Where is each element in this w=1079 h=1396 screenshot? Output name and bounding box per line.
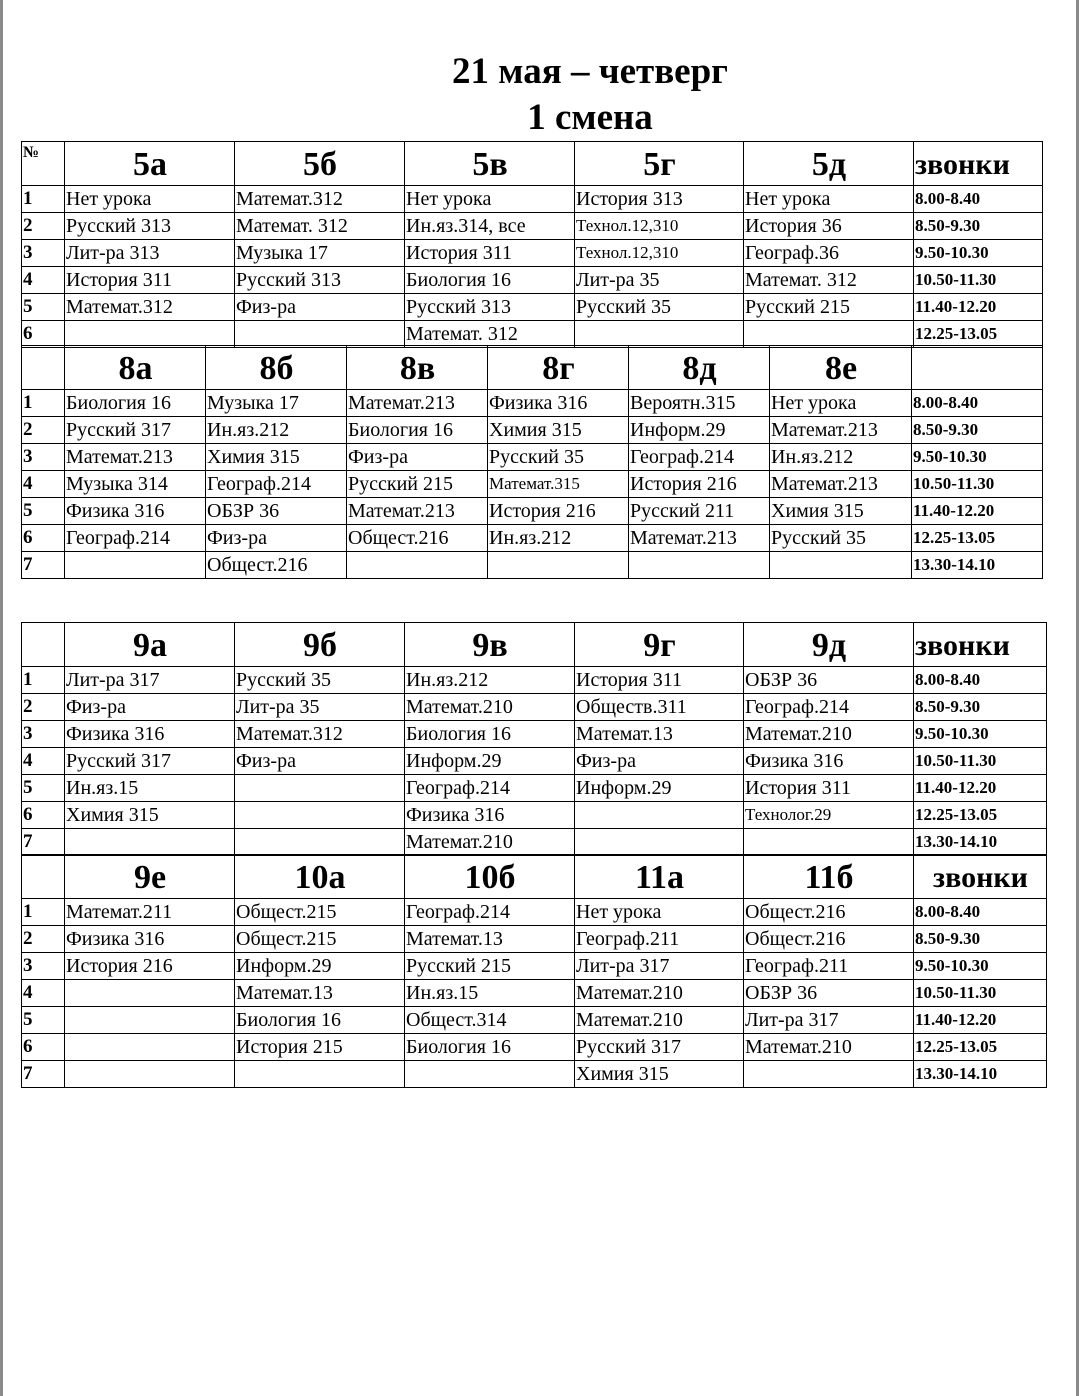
lesson-cell: История 216 bbox=[629, 471, 770, 498]
lesson-cell: Химия 315 bbox=[575, 1061, 744, 1088]
table-row bbox=[22, 667, 1047, 694]
lesson-cell: Математ.213 bbox=[629, 525, 770, 552]
lesson-cell: Общест.216 bbox=[744, 899, 914, 926]
lesson-cell: Математ.210 bbox=[405, 694, 575, 721]
lesson-cell: Лит-ра 313 bbox=[65, 240, 235, 267]
class-header: 5а bbox=[65, 142, 235, 186]
lesson-cell: Ин.яз.15 bbox=[405, 980, 575, 1007]
lesson-cell: Математ.210 bbox=[405, 829, 575, 856]
lesson-cell: Географ.214 bbox=[206, 471, 347, 498]
class-header: 11б bbox=[744, 855, 914, 899]
bell-time: 12.25-13.05 bbox=[914, 802, 1047, 829]
lesson-number: 1 bbox=[22, 390, 65, 417]
lesson-number: 7 bbox=[22, 552, 65, 579]
lesson-cell: История 215 bbox=[235, 1034, 405, 1061]
schedule-table-5 bbox=[21, 141, 1043, 348]
lesson-cell bbox=[629, 552, 770, 579]
lesson-number: 2 bbox=[22, 213, 65, 240]
lesson-cell: История 313 bbox=[575, 186, 744, 213]
lesson-cell: Русский 215 bbox=[405, 953, 575, 980]
class-header: 8д bbox=[629, 346, 770, 390]
lesson-cell: Математ.13 bbox=[575, 721, 744, 748]
lesson-cell: Физ-ра bbox=[347, 444, 488, 471]
lesson-cell bbox=[744, 829, 914, 856]
bell-time: 9.50-10.30 bbox=[914, 721, 1047, 748]
lesson-cell: Физ-ра bbox=[65, 694, 235, 721]
bell-time: 9.50-10.30 bbox=[914, 240, 1043, 267]
lesson-cell: Технолог.29 bbox=[744, 802, 914, 829]
lesson-cell bbox=[235, 775, 405, 802]
lesson-cell: Географ.214 bbox=[744, 694, 914, 721]
lesson-cell: Математ.210 bbox=[744, 1034, 914, 1061]
lesson-number: 3 bbox=[22, 444, 65, 471]
lesson-cell bbox=[235, 802, 405, 829]
number-column-header: № bbox=[22, 142, 65, 186]
lesson-cell bbox=[235, 829, 405, 856]
lesson-cell: Химия 315 bbox=[65, 802, 235, 829]
table-row bbox=[22, 498, 1043, 525]
lesson-number: 2 bbox=[22, 926, 65, 953]
lesson-cell: Физика 316 bbox=[488, 390, 629, 417]
lesson-cell: Математ.13 bbox=[235, 980, 405, 1007]
lesson-number: 6 bbox=[22, 525, 65, 552]
lesson-cell: Математ.210 bbox=[744, 721, 914, 748]
lesson-cell: Информ.29 bbox=[575, 775, 744, 802]
lesson-number: 3 bbox=[22, 721, 65, 748]
class-header: 5в bbox=[405, 142, 575, 186]
lesson-cell: История 311 bbox=[405, 240, 575, 267]
lesson-cell: Общест.215 bbox=[235, 926, 405, 953]
lesson-number: 1 bbox=[22, 899, 65, 926]
bell-time: 8.50-9.30 bbox=[914, 213, 1043, 240]
lesson-cell: Математ.312 bbox=[235, 186, 405, 213]
schedule-table-10-11 bbox=[21, 854, 1047, 1088]
lesson-cell: Математ. 312 bbox=[235, 213, 405, 240]
bell-time: 13.30-14.10 bbox=[914, 1061, 1047, 1088]
lesson-cell bbox=[235, 1061, 405, 1088]
lesson-cell: Ин.яз.212 bbox=[488, 525, 629, 552]
lesson-cell bbox=[65, 552, 206, 579]
table-row bbox=[22, 802, 1047, 829]
lesson-number: 4 bbox=[22, 267, 65, 294]
lesson-cell: Музыка 17 bbox=[235, 240, 405, 267]
lesson-number: 6 bbox=[22, 321, 65, 348]
lesson-cell: Русский 215 bbox=[744, 294, 914, 321]
lesson-cell: Математ.213 bbox=[770, 417, 912, 444]
bell-time: 10.50-11.30 bbox=[914, 980, 1047, 1007]
lesson-number: 6 bbox=[22, 1034, 65, 1061]
lesson-cell: История 311 bbox=[575, 667, 744, 694]
lesson-cell: Русский 35 bbox=[488, 444, 629, 471]
lesson-cell bbox=[235, 321, 405, 348]
table-header-row bbox=[22, 855, 1047, 899]
number-column-header bbox=[22, 346, 65, 390]
lesson-cell bbox=[575, 829, 744, 856]
lesson-cell bbox=[65, 1061, 235, 1088]
table-row bbox=[22, 899, 1047, 926]
table-row bbox=[22, 926, 1047, 953]
lesson-cell bbox=[770, 552, 912, 579]
lesson-cell: Математ.213 bbox=[770, 471, 912, 498]
lesson-cell bbox=[65, 1007, 235, 1034]
lesson-cell: Русский 317 bbox=[65, 417, 206, 444]
lesson-cell: Нет урока bbox=[770, 390, 912, 417]
lesson-number: 7 bbox=[22, 1061, 65, 1088]
bell-time: 11.40-12.20 bbox=[914, 294, 1043, 321]
lesson-cell: ОБЗР 36 bbox=[206, 498, 347, 525]
lesson-cell: Биология 16 bbox=[235, 1007, 405, 1034]
lesson-cell: Географ.214 bbox=[629, 444, 770, 471]
lesson-cell: Математ.211 bbox=[65, 899, 235, 926]
lesson-cell: Географ.214 bbox=[405, 899, 575, 926]
class-header: 9г bbox=[575, 623, 744, 667]
table-row bbox=[22, 748, 1047, 775]
lesson-cell: Русский 35 bbox=[770, 525, 912, 552]
class-header: 5б bbox=[235, 142, 405, 186]
bell-time: 10.50-11.30 bbox=[914, 748, 1047, 775]
class-header: 9д bbox=[744, 623, 914, 667]
lesson-number: 1 bbox=[22, 186, 65, 213]
lesson-cell: Русский 313 bbox=[405, 294, 575, 321]
lesson-cell: Математ.213 bbox=[347, 498, 488, 525]
table-row bbox=[22, 525, 1043, 552]
table-row bbox=[22, 721, 1047, 748]
class-header: 9б bbox=[235, 623, 405, 667]
lesson-cell: Физика 316 bbox=[744, 748, 914, 775]
lesson-cell: Нет урока bbox=[405, 186, 575, 213]
lesson-cell bbox=[744, 321, 914, 348]
lesson-cell: Математ.13 bbox=[405, 926, 575, 953]
lesson-cell: Биология 16 bbox=[405, 267, 575, 294]
bells-column-header: звонки bbox=[914, 855, 1047, 899]
table-row bbox=[22, 186, 1043, 213]
lesson-cell bbox=[575, 802, 744, 829]
lesson-cell: Биология 16 bbox=[65, 390, 206, 417]
lesson-cell: История 216 bbox=[488, 498, 629, 525]
lesson-cell: Физ-ра bbox=[206, 525, 347, 552]
table-row bbox=[22, 953, 1047, 980]
lesson-cell: ОБЗР 36 bbox=[744, 980, 914, 1007]
lesson-cell: Русский 317 bbox=[575, 1034, 744, 1061]
class-header: 5д bbox=[744, 142, 914, 186]
lesson-cell: Физика 316 bbox=[65, 926, 235, 953]
lesson-cell: Лит-ра 35 bbox=[235, 694, 405, 721]
bells-column-header: звонки bbox=[914, 142, 1043, 186]
lesson-number: 5 bbox=[22, 294, 65, 321]
bell-time: 8.50-9.30 bbox=[914, 926, 1047, 953]
lesson-cell bbox=[65, 321, 235, 348]
lesson-cell: Нет урока bbox=[575, 899, 744, 926]
table-row bbox=[22, 775, 1047, 802]
table-row bbox=[22, 1034, 1047, 1061]
class-header: 8в bbox=[347, 346, 488, 390]
lesson-cell: Русский 35 bbox=[575, 294, 744, 321]
bell-time: 12.25-13.05 bbox=[914, 321, 1043, 348]
lesson-cell: Лит-ра 317 bbox=[65, 667, 235, 694]
class-header: 9е bbox=[65, 855, 235, 899]
lesson-cell: Физика 316 bbox=[65, 721, 235, 748]
class-header: 8б bbox=[206, 346, 347, 390]
lesson-cell: Математ. 312 bbox=[405, 321, 575, 348]
table-row bbox=[22, 552, 1043, 579]
lesson-cell: Нет урока bbox=[65, 186, 235, 213]
class-header: 8е bbox=[770, 346, 912, 390]
lesson-cell: Русский 317 bbox=[65, 748, 235, 775]
lesson-cell: Физика 316 bbox=[405, 802, 575, 829]
class-header: 9в bbox=[405, 623, 575, 667]
lesson-number: 5 bbox=[22, 498, 65, 525]
lesson-cell: Лит-ра 35 bbox=[575, 267, 744, 294]
lesson-cell: Общест.215 bbox=[235, 899, 405, 926]
bell-time: 8.00-8.40 bbox=[914, 186, 1043, 213]
lesson-number: 4 bbox=[22, 980, 65, 1007]
bell-time: 11.40-12.20 bbox=[914, 775, 1047, 802]
lesson-cell: Русский 211 bbox=[629, 498, 770, 525]
table-row bbox=[22, 694, 1047, 721]
lesson-cell: Общест.216 bbox=[347, 525, 488, 552]
bell-time: 12.25-13.05 bbox=[914, 1034, 1047, 1061]
bell-time: 11.40-12.20 bbox=[914, 1007, 1047, 1034]
lesson-cell: Русский 313 bbox=[235, 267, 405, 294]
lesson-cell: Математ.213 bbox=[347, 390, 488, 417]
lesson-cell bbox=[744, 1061, 914, 1088]
table-header-row bbox=[22, 346, 1043, 390]
lesson-cell: Лит-ра 317 bbox=[575, 953, 744, 980]
class-header: 11а bbox=[575, 855, 744, 899]
lesson-number: 3 bbox=[22, 953, 65, 980]
lesson-number: 2 bbox=[22, 694, 65, 721]
table-row bbox=[22, 321, 1043, 348]
bell-time: 11.40-12.20 bbox=[912, 498, 1043, 525]
table-row bbox=[22, 1061, 1047, 1088]
lesson-cell: Русский 35 bbox=[235, 667, 405, 694]
lesson-cell: Географ.36 bbox=[744, 240, 914, 267]
table-row bbox=[22, 267, 1043, 294]
lesson-cell: Технол.12,310 bbox=[575, 213, 744, 240]
lesson-cell bbox=[405, 1061, 575, 1088]
bell-time: 8.00-8.40 bbox=[914, 667, 1047, 694]
class-header: 10б bbox=[405, 855, 575, 899]
lesson-cell: Информ.29 bbox=[235, 953, 405, 980]
lesson-cell: Химия 315 bbox=[488, 417, 629, 444]
lesson-number: 1 bbox=[22, 667, 65, 694]
schedule-table-8 bbox=[21, 345, 1043, 579]
lesson-cell: Русский 215 bbox=[347, 471, 488, 498]
lesson-cell: Ин.яз.314, все bbox=[405, 213, 575, 240]
bell-time: 8.50-9.30 bbox=[914, 694, 1047, 721]
lesson-cell: Биология 16 bbox=[405, 721, 575, 748]
bell-time: 10.50-11.30 bbox=[914, 267, 1043, 294]
lesson-cell: Физика 316 bbox=[65, 498, 206, 525]
lesson-number: 4 bbox=[22, 471, 65, 498]
lesson-cell: Математ.312 bbox=[235, 721, 405, 748]
lesson-cell: Географ.211 bbox=[575, 926, 744, 953]
lesson-cell: Географ.214 bbox=[65, 525, 206, 552]
table-row bbox=[22, 294, 1043, 321]
table-row bbox=[22, 240, 1043, 267]
table-row bbox=[22, 444, 1043, 471]
lesson-cell bbox=[347, 552, 488, 579]
page-border-left bbox=[0, 0, 3, 1396]
bells-column-header bbox=[912, 346, 1043, 390]
lesson-cell bbox=[575, 321, 744, 348]
lesson-cell: Музыка 314 bbox=[65, 471, 206, 498]
lesson-cell: Математ.312 bbox=[65, 294, 235, 321]
lesson-number: 4 bbox=[22, 748, 65, 775]
lesson-number: 3 bbox=[22, 240, 65, 267]
lesson-cell: Ин.яз.15 bbox=[65, 775, 235, 802]
number-column-header bbox=[22, 855, 65, 899]
class-header: 10а bbox=[235, 855, 405, 899]
lesson-cell: Химия 315 bbox=[770, 498, 912, 525]
lesson-cell: Информ.29 bbox=[405, 748, 575, 775]
class-header: 8а bbox=[65, 346, 206, 390]
lesson-cell: Вероятн.315 bbox=[629, 390, 770, 417]
lesson-cell: Математ.210 bbox=[575, 980, 744, 1007]
lesson-cell: Химия 315 bbox=[206, 444, 347, 471]
lesson-cell: ОБЗР 36 bbox=[744, 667, 914, 694]
table-row bbox=[22, 829, 1047, 856]
table-row bbox=[22, 1007, 1047, 1034]
lesson-cell bbox=[65, 829, 235, 856]
lesson-cell: Русский 313 bbox=[65, 213, 235, 240]
lesson-cell: Общест.216 bbox=[744, 926, 914, 953]
table-row bbox=[22, 980, 1047, 1007]
lesson-cell: Общест.314 bbox=[405, 1007, 575, 1034]
table-row bbox=[22, 417, 1043, 444]
table-row bbox=[22, 390, 1043, 417]
lesson-cell: Нет урока bbox=[744, 186, 914, 213]
lesson-cell: Технол.12,310 bbox=[575, 240, 744, 267]
lesson-cell: Биология 16 bbox=[347, 417, 488, 444]
page-title-shift: 1 смена bbox=[527, 97, 653, 138]
lesson-cell: Физ-ра bbox=[235, 748, 405, 775]
lesson-number: 5 bbox=[22, 775, 65, 802]
lesson-cell: Географ.214 bbox=[405, 775, 575, 802]
class-header: 9а bbox=[65, 623, 235, 667]
lesson-cell: История 311 bbox=[65, 267, 235, 294]
table-row bbox=[22, 213, 1043, 240]
table-header-row bbox=[22, 623, 1047, 667]
lesson-cell: Физ-ра bbox=[575, 748, 744, 775]
class-header: 8г bbox=[488, 346, 629, 390]
class-header: 5г bbox=[575, 142, 744, 186]
bell-time: 10.50-11.30 bbox=[912, 471, 1043, 498]
table-header-row bbox=[22, 142, 1043, 186]
bell-time: 12.25-13.05 bbox=[912, 525, 1043, 552]
table-row bbox=[22, 471, 1043, 498]
bell-time: 8.00-8.40 bbox=[912, 390, 1043, 417]
lesson-cell: История 311 bbox=[744, 775, 914, 802]
lesson-cell: История 216 bbox=[65, 953, 235, 980]
lesson-number: 2 bbox=[22, 417, 65, 444]
lesson-cell: Ин.яз.212 bbox=[405, 667, 575, 694]
lesson-cell: Биология 16 bbox=[405, 1034, 575, 1061]
lesson-cell: Математ.210 bbox=[575, 1007, 744, 1034]
lesson-cell bbox=[488, 552, 629, 579]
lesson-cell: Музыка 17 bbox=[206, 390, 347, 417]
bell-time: 8.00-8.40 bbox=[914, 899, 1047, 926]
lesson-cell: Географ.211 bbox=[744, 953, 914, 980]
lesson-cell: Обществ.311 bbox=[575, 694, 744, 721]
lesson-cell: Математ. 312 bbox=[744, 267, 914, 294]
lesson-cell: История 36 bbox=[744, 213, 914, 240]
lesson-number: 5 bbox=[22, 1007, 65, 1034]
bell-time: 13.30-14.10 bbox=[912, 552, 1043, 579]
bell-time: 9.50-10.30 bbox=[914, 953, 1047, 980]
lesson-cell bbox=[65, 980, 235, 1007]
lesson-cell: Ин.яз.212 bbox=[770, 444, 912, 471]
bells-column-header: звонки bbox=[914, 623, 1047, 667]
lesson-number: 7 bbox=[22, 829, 65, 856]
lesson-cell: Общест.216 bbox=[206, 552, 347, 579]
bell-time: 9.50-10.30 bbox=[912, 444, 1043, 471]
lesson-number: 6 bbox=[22, 802, 65, 829]
bell-time: 13.30-14.10 bbox=[914, 829, 1047, 856]
lesson-cell: Математ.213 bbox=[65, 444, 206, 471]
lesson-cell: Информ.29 bbox=[629, 417, 770, 444]
number-column-header bbox=[22, 623, 65, 667]
lesson-cell: Математ.315 bbox=[488, 471, 629, 498]
page-title-date: 21 мая – четверг bbox=[452, 51, 728, 92]
lesson-cell bbox=[65, 1034, 235, 1061]
lesson-cell: Ин.яз.212 bbox=[206, 417, 347, 444]
lesson-cell: Лит-ра 317 bbox=[744, 1007, 914, 1034]
schedule-table-9 bbox=[21, 622, 1047, 856]
bell-time: 8.50-9.30 bbox=[912, 417, 1043, 444]
lesson-cell: Физ-ра bbox=[235, 294, 405, 321]
